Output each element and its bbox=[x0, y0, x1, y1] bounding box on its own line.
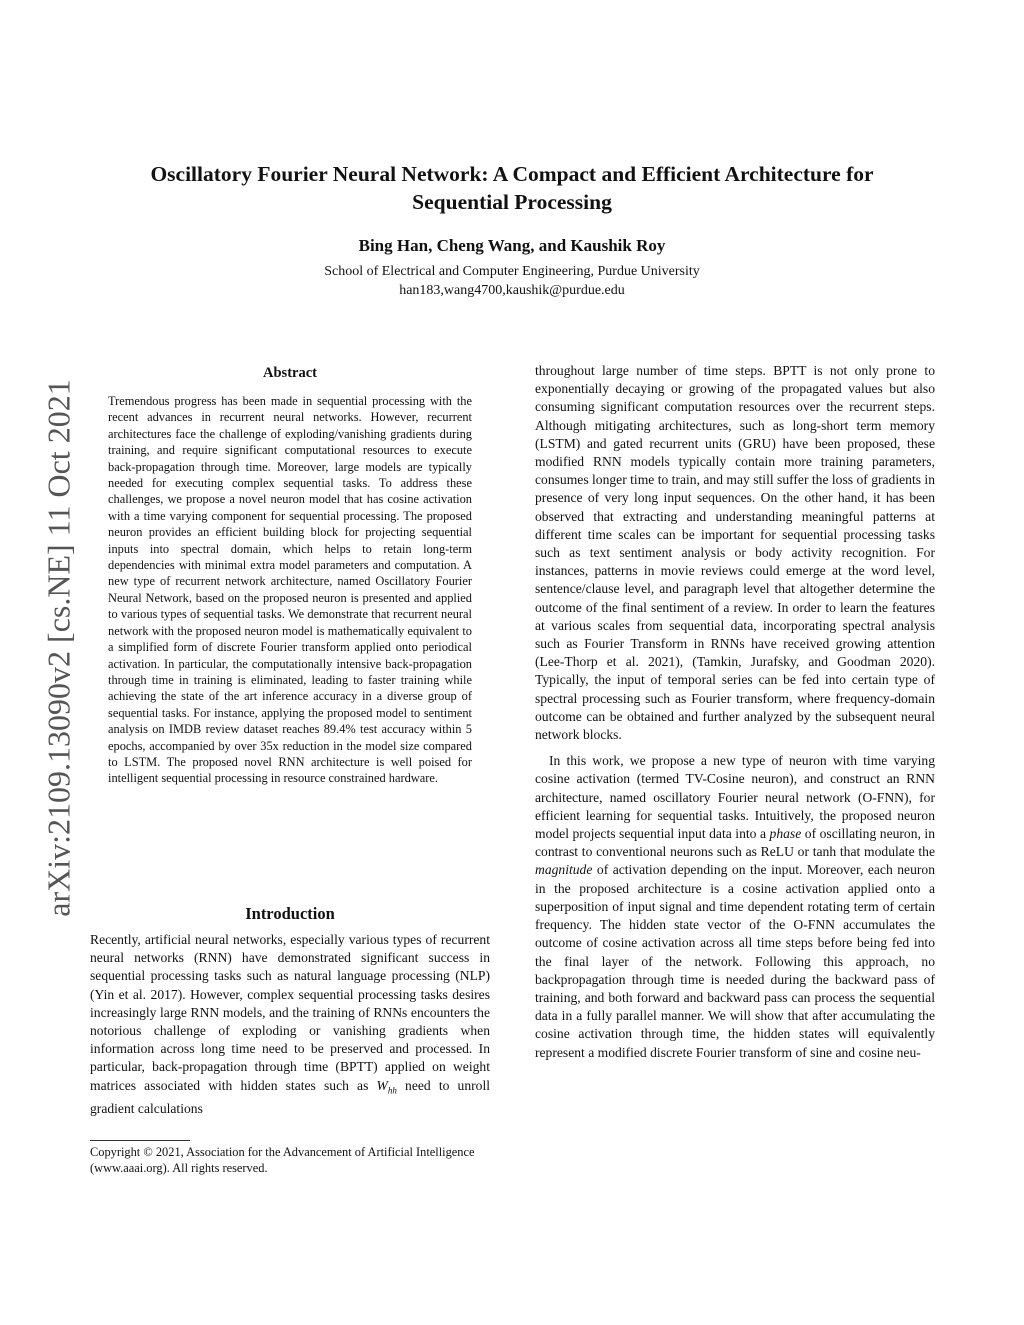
para2-text-b: of oscillating neuron, in contrast to conventional neurons such as ReLU or tanh that modulate the bbox=[535, 826, 936, 860]
right-paragraph-2 bbox=[535, 752, 935, 1061]
right-paragraph-1: throughout large number of time steps. BPTT is not only prone to exponentially decaying or growing of the propagated values but also consuming significant computation resources over the recurrent steps. Although mitigating architectures, such as long-short term memory (LSTM) and gated recurrent units (GRU) have been proposed, these modified RNN models typically contain more training parameters, consumes longer time to train, and may still suffer the loss of gradients in presence of very long input sequences. On the other hand, it has been observed that extracting and understanding meaningful patterns at different time scales can be important for sequential processing tasks such as text sentiment analysis or body activity recognition. For instances, patterns in movie reviews could emerge at the word level, sentence/clause level, and paragraph level that altogether determine the outcome of the final sentiment of a review. In order to learn the features at various scales from sequential data, incorporating spectral analysis such as Fourier Transform in RNNs have received growing attention (Lee-Thorp et al. 2021), (Tamkin, Jurafsky, and Goodman 2020). Typically, the input of temporal series can be fed into certain type of spectral processing such as Fourier transform, where frequency-domain outcome can be obtained and further analyzed by the subsequent neural network blocks. bbox=[535, 363, 935, 743]
math-subscript: hh bbox=[387, 1085, 397, 1096]
para2-text-c: of activation depending on the input. Moreover, each neuron in the proposed architecture is a cosine activation applied onto a superposition of input signal and time dependent rotating term of certain frequency. The hidden state vector of the O-FNN accumulates the outcome of cosine activation across all time steps before being fed into the final layer of the network. Following this approach, no backpropagation through time is needed during the backward pass of training, and both forward and backward pass can process the sequential data in a fully parallel manner. We will show that after accumulating the cosine activation through time, the hidden states will equivalently represent a modified discrete Fourier transform of sine and cosine neu- bbox=[535, 862, 935, 1060]
right-column bbox=[535, 362, 935, 1062]
intro-text-a: Recently, artificial neural networks, especially various types of recurrent neural networks (RNN) have demonstrated significant success in sequential processing tasks such as natural language processing (NLP)(Yin et al. 2017). However, complex sequential processing tasks desires increasingly large RNN models, and the training of RNNs encounters the notorious challenge of exploding or vanishing gradients when information across long time need to be preserved and processed. In particular, back-propagation through time (BPTT) applied on weight matrices associated with hidden states such as bbox=[90, 932, 490, 1093]
title-line-2: Sequential Processing bbox=[412, 190, 612, 214]
abstract-heading: Abstract bbox=[263, 365, 317, 381]
affiliation: School of Electrical and Computer Engineering, Purdue University bbox=[324, 264, 700, 279]
emphasis-magnitude: magnitude bbox=[535, 862, 593, 878]
abstract-text: Tremendous progress has been made in sequential processing with the recent advances in recurrent neural networks. However, recurrent architectures face the challenge of exploding/vanishing gradients during training, and require significant computational resources to execute back-propagation through time. Moreover, large models are typically needed for executing complex sequential tasks. To address these challenges, we propose a novel neuron model that has cosine activation with a time varying component for sequential processing. The proposed neuron provides an efficient building block for projecting sequential inputs into spectral domain, which helps to retain long-term dependencies with minimal extra model parameters and computation. A new type of recurrent network architecture, named Oscillatory Fourier Neural Network, based on the proposed neuron is presented and applied to various types of sequential tasks. We demonstrate that recurrent neural network with the proposed neuron model is mathematically equivalent to a simplified form of discrete Fourier transform applied onto periodical activation. In particular, the computationally intensive back-propagation through time in training is eliminated, leading to faster training while achieving the state of the art inference accuracy in a diverse group of sequential tasks. For instance, applying the proposed model to sentiment analysis on IMDB review dataset reaches 89.4% test accuracy within 5 epochs, accompanied by over 35x reduction in the model size compared to LSTM. The proposed novel RNN architecture is well poised for intelligent sequential processing in resource constrained hardware. bbox=[108, 394, 472, 786]
math-symbol: $W_{hh}$ bbox=[376, 1077, 397, 1096]
para2-text-a: In this work, we propose a new type of neuron with time varying cosine activation (termed TV-Cosine neuron), and construct an RNN architecture, named oscillatory Fourier neural network (O-FNN), for efficient learning for sequential tasks. Intuitively, the proposed neuron model projects sequential input data into a bbox=[535, 753, 935, 842]
introduction-paragraph bbox=[90, 931, 490, 1118]
author-emails: han183,wang4700,kaushik@purdue.edu bbox=[399, 283, 625, 298]
paper-title bbox=[90, 160, 934, 216]
introduction-body bbox=[90, 931, 490, 1118]
affiliation-block bbox=[90, 262, 934, 300]
introduction-heading: Introduction bbox=[245, 904, 335, 923]
emphasis-phase: phase bbox=[769, 826, 802, 842]
footnote-divider bbox=[90, 1140, 190, 1141]
copyright-footnote: Copyright © 2021, Association for the Advancement of Artificial Intelligence (www.aaai.org). All rights reserved. bbox=[90, 1145, 475, 1176]
arxiv-identifier: arXiv:2109.13090v2 [cs.NE] 11 Oct 2021 bbox=[40, 379, 77, 917]
title-line-1: Oscillatory Fourier Neural Network: A Compact and Efficient Architecture for bbox=[150, 162, 874, 186]
intro-text-b: need to unroll gradient calculations bbox=[90, 1077, 491, 1116]
author-list: Bing Han, Cheng Wang, and Kaushik Roy bbox=[358, 236, 666, 255]
